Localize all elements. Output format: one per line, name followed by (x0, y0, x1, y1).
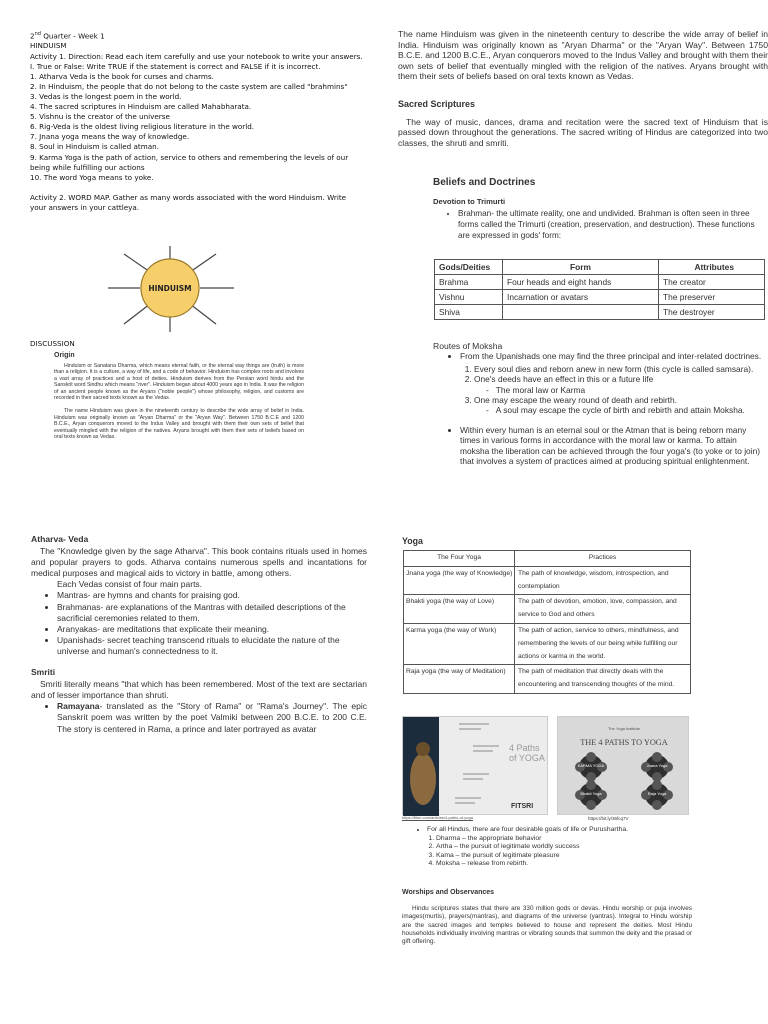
discussion-label: DISCUSSION (30, 339, 75, 348)
cell: The path of meditation that directly deals with the encountering and transcending thoughts of the mind. (515, 665, 691, 694)
atharva-text: The "Knowledge given by the sage Atharva". This book contains rituals used in homes and popular prayers to gods. Atharva contains numerous spells and incantations for medical purposes and magical aids to victory in battle, among others. (31, 546, 367, 579)
cell: Jnana yoga (the way of Knowledge) (404, 566, 515, 595)
brahman-item: • Brahman- the ultimate reality, one and undivided. Brahman is often seen in three forms called the Trimurti (creation, preservation, and destruction). These functions are expressed in gods' form: (458, 209, 763, 241)
table-row (404, 595, 691, 624)
smriti-text: Smriti literally means "that which has been remembered. Most of the text are sectarian and of lesser importance than shruti. (31, 679, 367, 701)
doctrine-3-sub: - A soul may escape the cycle of birth and rebirth and attain Moksha. (486, 405, 745, 416)
goals-list (402, 835, 732, 869)
yoga-title: Yoga (402, 536, 423, 546)
routes-doctrines (433, 364, 768, 416)
ramayana-text: - translated as the "Story of Rama" or "Rama's Journey". The epic Sanskrit poem was written by the poet Valmiki between 200 B.C.E. to 200 C.E. The story is centered in Rama, a prince and later portrayed as avatar (57, 701, 367, 734)
cell: Bhakti yoga (the way of Love) (404, 595, 515, 624)
doctrine-2-sub: - The moral law or Karma (486, 384, 586, 395)
col-header-practices: Practices (515, 551, 691, 567)
tf-item: 4. The sacred scriptures in Hinduism are called Mahabharata. (30, 102, 252, 112)
devotion-title: Devotion to Trimurti (433, 197, 506, 206)
doctrine-2-sub-text: The moral law or Karma (495, 384, 586, 395)
purushartha-list (402, 826, 732, 835)
tf-item: 6. Rig-Veda is the oldest living religious literature in the world. (30, 122, 255, 132)
paths-to-yoga-caption[interactable]: https://bit.ly/36fcq7V (588, 816, 629, 821)
cell: Four heads and eight hands (503, 275, 659, 290)
institute-label: The Yoga Institute (607, 726, 641, 731)
col-header-four-yoga: The Four Yoga (404, 551, 515, 567)
origin-paragraph-2: The name Hinduism was given in the nineteenth century to describe the wide array of belief in India. Hinduism was originally known as "Aryan Dharma" or the "Aryan Way". Between 1750 B.C.E and 1200 B.C.E., Aryan conquerors moved to the Indus Valley and brought with them their own sets of belief that eventually mingled with the religion of the natives. Aryans brought with them their sets of beliefs based on oral texts known as Vedas. (54, 408, 304, 441)
sacred-scriptures-text: The way of music, dances, drama and recitation were the sacred text of Hinduism that is passed down throughout the generations. The sacred writing of Hindus are categorized into two classes, the shruti and smriti. (398, 116, 768, 148)
trimurti-header-row (435, 260, 765, 275)
cell: Shiva (435, 305, 503, 320)
list-item: • Aranyakas- are meditations that explicate their meaning. (57, 624, 367, 635)
doctrine-3-text: One may escape the weary round of death and rebirth. (474, 395, 677, 406)
origin-paragraph-1: Hinduism or Sanatana Dharma, which means eternal faith, or the eternal way things are (truth) is more than a religion. It is a culture, a way of life, and a code of behavior. Hinduism has complex roots and involves a vast array of practices and a host of deities. Hinduism derives from the Persian word hindu and the Sanskrit word Sindhu which means "river". Hinduism began about 4000 years ago in India. It was the religion of an ancient people known as the Aryans ("noble people") whose philosophy, religion, and customs are recorded in their sacred texts known as the Vedas. (54, 363, 304, 402)
activity2-direction: Activity 2. WORD MAP. Gather as many words associated with the word Hinduism. Write (30, 192, 347, 202)
cell: The path of devotion, emotion, love, compassion, and service to God and others (515, 595, 691, 624)
four-paths-label: 4 Paths of YOGA (509, 743, 545, 763)
atharva-title: Atharva- Veda (31, 534, 89, 544)
worships-title: Worships and Observances (402, 889, 495, 896)
brahman-list (433, 209, 763, 241)
atman-item: • Within every human is an eternal soul or the Atman that is being reborn many times in various forms in accordance with the moral law or karma. To attain moksha the liberation can be achieved through the four yoga's (to yoke or to join) that involves a system of practices aimed at producing spiritual enlightenment. (460, 425, 768, 467)
vedas-parts-intro: Each Vedas consist of four main parts. (57, 579, 203, 590)
four-paths-caption[interactable]: https://fitsri.com/articles/4-paths-of-yoga (402, 815, 473, 820)
tf-item: 8. Soul in Hinduism is called atman. (30, 142, 159, 152)
list-item: 1. Dharma – the appropriate behavior (436, 835, 732, 844)
purushartha-section (402, 826, 732, 869)
doctrine-3 (474, 395, 768, 416)
origin-title: Origin (54, 352, 75, 359)
list-item: • Mantras- are hymns and chants for praising god. (57, 590, 367, 601)
routes-list (433, 351, 768, 361)
cell: The destroyer (659, 305, 765, 320)
sacred-scriptures-title: Sacred Scriptures (398, 98, 476, 109)
table-row (404, 665, 691, 694)
table-row (435, 275, 765, 290)
list-item: • Upanishads- secret teaching transcend rituals to elucidate the nature of the universe and human's connectedness to it. (57, 635, 367, 657)
tf-item: being while fulfilling our actions (30, 162, 145, 172)
col-header-gods: Gods/Deities (435, 260, 503, 275)
true-false-title: I. True or False: Write TRUE if the statement is correct and FALSE if it is incorrect. (30, 61, 321, 71)
table-row (404, 566, 691, 595)
ramayana-item (57, 701, 367, 734)
right-top-section (398, 29, 768, 148)
paths-to-yoga-image (557, 716, 689, 815)
routes-of-moksha-section (433, 341, 768, 466)
four-paths-image (402, 716, 548, 815)
lotus-label-raja: Raja Yoga (647, 791, 667, 796)
atman-list (433, 425, 768, 467)
list-item: 3. Kama – the pursuit of legitimate pleasure (436, 852, 732, 861)
lotus-label-bhakti: Bhakti Yoga (580, 791, 602, 796)
yoga-table (403, 550, 691, 694)
cell: Vishnu (435, 290, 503, 305)
tf-item: 3. Vedas is the longest poem in the world. (30, 91, 182, 101)
tf-item: 1. Atharva Veda is the book for curses and charms. (30, 71, 214, 81)
doctrine-1: 1. Every soul dies and reborn anew in new form (this cycle is called samsara). (474, 364, 768, 374)
tf-item: 2. In Hinduism, the people that do not belong to the caste system are called "brahmins" (30, 81, 348, 91)
cell: The preserver (659, 290, 765, 305)
tf-item: 9. Karma Yoga is the path of action, service to others and remembering the levels of our (30, 152, 349, 162)
cell: The path of action, service to others, mindfulness, and remembering the levels of our being while fulfilling our actions or karma in the world. (515, 623, 691, 664)
routes-title: Routes of Moksha (433, 341, 503, 351)
lotus-label-jnana: Jnana Yoga (646, 763, 668, 768)
paths-to-yoga-title: THE 4 PATHS TO YOGA (580, 738, 668, 747)
list-item: • Brahmanas- are explanations of the Mantras with detailed descriptions of the sacrificial ceremonies related to them. (57, 602, 367, 624)
word-map-diagram (100, 238, 250, 338)
doctrine-3-sub-text: A soul may escape the cycle of birth and rebirth and attain Moksha. (495, 405, 745, 416)
activity1-direction: Activity 1. Direction: Read each item carefully and use your notebook to write your answers. (30, 51, 363, 61)
col-header-attributes: Attributes (659, 260, 765, 275)
table-row (435, 305, 765, 320)
lotus-icons (558, 751, 690, 815)
worships-section (402, 889, 692, 946)
lotus-label-karma: KARMA YOGA (577, 763, 605, 768)
tf-item: 5. Vishnu is the creator of the universe (30, 112, 170, 122)
ramayana-label: Ramayana (57, 701, 100, 712)
cell: Raja yoga (the way of Meditation) (404, 665, 515, 694)
word-map-center-label: HINDUISM (148, 284, 192, 293)
quarter-week: 2nd Quarter - Week 1 (30, 31, 105, 41)
yoga-header-row (404, 551, 691, 567)
activity2-direction-cont: your answers in your cattleya. (30, 202, 140, 212)
doctrine-2-text: One's deeds have an effect in this or a future life (474, 374, 654, 385)
table-row (435, 290, 765, 305)
list-item: 2. Artha – the pursuit of legitimate worldly success (436, 843, 732, 852)
col-header-form: Form (503, 260, 659, 275)
cell: The creator (659, 275, 765, 290)
trimurti-table (434, 259, 765, 320)
smriti-title: Smriti (31, 667, 56, 678)
doctrine-2 (474, 374, 768, 395)
cell (503, 305, 659, 320)
smriti-list (31, 701, 367, 734)
tf-item: 10. The word Yoga means to yoke. (30, 172, 154, 182)
list-item: 4. Moksha – release from rebirth. (436, 860, 732, 869)
beliefs-title: Beliefs and Doctrines (433, 177, 536, 188)
tf-item: 7. Jnana yoga means the way of knowledge. (30, 132, 190, 142)
name-paragraph: The name Hinduism was given in the nineteenth century to describe the wide array of belief in India. Hinduism was originally known as "Aryan Dharma" or the "Aryan Way". Between 1750 B.C.E. and 1200 B.C.E., Aryan conquerors moved to the Indus Valley and brought with them their own sets of belief that eventually mingled with the religion of the natives. Aryans brought with them their sets of beliefs based on oral texts known as Vedas. (398, 29, 768, 82)
cell: Incarnation or avatars (503, 290, 659, 305)
activity-section (30, 29, 380, 213)
atharva-section (31, 534, 367, 735)
origin-section (54, 352, 304, 440)
yoga-figure-illustration (403, 717, 549, 816)
purushartha-intro: • For all Hindus, there are four desirable goals of life or Purushartha. (427, 826, 732, 835)
routes-intro: • From the Upanishads one may find the three principal and inter-related doctrines. (460, 351, 768, 361)
subject-title: HINDUISM (30, 41, 67, 51)
beliefs-section (433, 177, 763, 241)
vedas-parts-list (31, 590, 367, 657)
cell: The path of knowledge, wisdom, introspection, and contemplation (515, 566, 691, 595)
fitsri-logo: FITSRI (511, 803, 534, 810)
table-row (404, 623, 691, 664)
cell: Brahma (435, 275, 503, 290)
cell: Karma yoga (the way of Work) (404, 623, 515, 664)
worships-text: Hindu scriptures states that there are 330 million gods or devas. Hindu worship or puja involves images(murtis), prayers(mantras), and diagrams of the universe (yantras). Integral to Hindu worship are the sacred images and temples believed to house and represent the deities. Most Hindu households individually involving mantras or vibrating sounds that summon the deity and the prasad or gift offering. (402, 905, 692, 946)
